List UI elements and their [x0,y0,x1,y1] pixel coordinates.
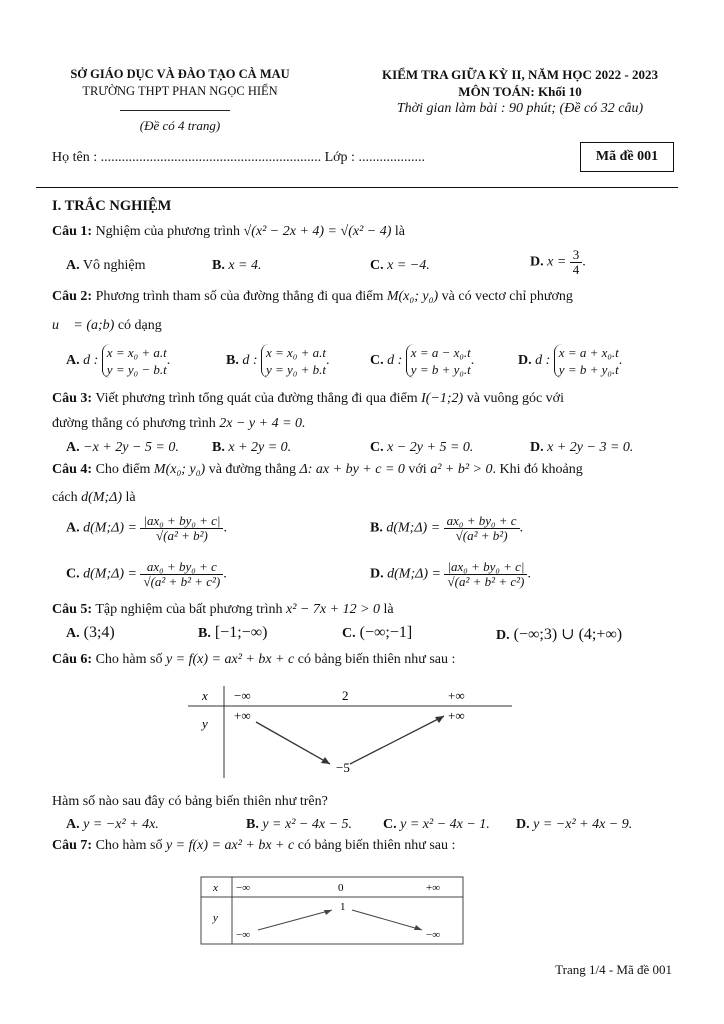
q5-option-a[interactable] [66,624,115,642]
equation-system [406,344,471,378]
fraction-denominator: 4 [572,262,580,277]
school-name: TRƯỜNG THPT PHAN NGỌC HIỂN [82,84,278,98]
fraction-numerator: ax₀ + by₀ + c [140,560,223,575]
option-letter: A. [66,440,80,455]
q5-option-c[interactable] [342,624,412,642]
q4-option-a[interactable]: A. d(M;Δ) = $\frac{\text{|ax₀ + by₀ + c|}}{\text{√(a² + b²)}}$ . [66,513,227,543]
fraction-numerator: ax₀ + by₀ + c [444,514,520,529]
question-number: Câu 2: [52,289,93,304]
option-letter: A. [66,817,80,832]
x-right-value: +∞ [448,688,465,703]
option-letter: A. [66,258,80,273]
option-letter: C. [370,258,384,273]
system-row: x = x₀ + a.t [106,345,167,360]
system-row: x = a − x₀.t [410,345,471,360]
q3-option-c[interactable] [370,440,473,456]
fraction-denominator: √(a² + b² + c²) [143,574,221,589]
option-text: y = x² − 4x − 1. [400,817,490,832]
question-tail: có bảng biến thiên như sau : [297,838,456,853]
option-text: y = x² − 4x − 5. [262,817,353,832]
q6-option-d[interactable] [516,817,632,833]
q6-option-c[interactable] [383,817,490,833]
q1-option-a[interactable] [66,258,145,274]
equation: 2x − y + 4 = 0. [219,416,306,431]
option-letter: B. [370,520,383,536]
option-letter: B. [212,440,225,455]
question-text: Viết phương trình tổng quát của đường thẳng đi qua điểm [95,391,418,406]
page-footer: Trang 1/4 - Mã đề 001 [555,962,672,977]
question-2-line2 [52,318,162,334]
point: M(x₀; y₀) [153,462,206,477]
x-label: x [202,688,208,703]
question-text: . Khi đó khoảng [492,462,583,477]
question-text: Phương trình tham số của đường thẳng đi qua điểm [95,289,384,304]
option-letter: C. [370,440,384,455]
q6-option-a[interactable] [66,817,159,833]
fraction [140,514,223,543]
question-text: có dạng [117,318,162,333]
question-3 [52,391,564,407]
question-4 [52,462,583,478]
y-max-value: 1 [340,901,346,913]
q5-option-b[interactable] [198,624,267,642]
y-label: y [202,716,208,731]
fraction [140,560,223,589]
question-6 [52,652,455,668]
arrow-head [324,910,332,915]
point: I(−1;2) [421,391,464,406]
option-text: x − 2y + 5 = 0. [387,440,474,455]
question-tail: là [383,602,394,617]
option-letter: B. [246,817,259,832]
x-mid-value: 0 [338,882,344,894]
fraction-numerator: |ax₀ + by₀ + c| [444,560,527,575]
option-text: y = −x² + 4x. [83,817,159,832]
q1-option-b[interactable] [212,258,262,274]
question-text: Nghiệm của phương trình [95,224,241,239]
system-row: y = b + y₀.t [410,362,471,377]
option-letter: D. [530,254,544,270]
q2-option-b[interactable]: B. d : x = x₀ + a.t y = y₀ + b.t . [226,345,330,377]
question-1 [52,224,405,240]
distance-symbol: d(M;Δ) [81,490,123,505]
option-letter: D. [370,566,384,582]
option-lhs: d(M;Δ) = [386,520,441,536]
point: M(x₀; y₀) [386,289,439,304]
question-number: Câu 4: [52,462,93,477]
y-left-value: −∞ [236,929,251,941]
question-number: Câu 3: [52,391,93,406]
equation-system [261,344,326,378]
x-label: x [213,882,218,894]
question-text: và vuông góc với [466,391,564,406]
option-letter: D. [518,353,532,369]
q3-option-b[interactable] [212,440,291,456]
arrow-head [321,757,330,764]
option-letter: A. [66,626,80,641]
decreasing-arrow [256,722,330,764]
q2-option-d[interactable]: D. d : x = a + x₀.t y = b + y₀.t . [518,345,623,377]
question-text: và có vectơ chỉ phương [441,289,573,304]
option-text: x = −4. [387,258,430,273]
q5-option-d[interactable] [496,624,622,644]
q1-option-c[interactable] [370,258,430,274]
question-number: Câu 5: [52,602,93,617]
fraction-numerator: |ax₀ + by₀ + c| [140,514,223,529]
exam-title: KIỂM TRA GIỮA KỲ II, NĂM HỌC 2022 - 2023 [382,67,658,82]
option-letter: B. [226,353,239,369]
department-name: SỞ GIÁO DỤC VÀ ĐÀO TẠO CÀ MAU [70,67,290,81]
question-text: đường thẳng có phương trình [52,416,216,431]
question-number: Câu 1: [52,224,93,239]
q6-option-b[interactable] [246,817,352,833]
student-info-line: Họ tên : ............................................................... Lớp : ................... [52,150,425,165]
option-text: x = [547,254,567,270]
header-right [330,66,710,117]
y-right-value: −∞ [426,929,441,941]
question-2 [52,289,573,305]
question-tail: có bảng biến thiên như sau : [297,652,456,667]
option-letter: D. [516,817,530,832]
equation-system [102,344,167,378]
question-text: với [408,462,427,477]
x-right-value: +∞ [426,882,441,894]
option-letter: A. [66,353,80,369]
question-number: Câu 6: [52,652,93,667]
increasing-arrow [258,910,332,930]
option-lhs: d(M;Δ) = [387,566,441,582]
option-text: y = −x² + 4x − 9. [533,817,633,832]
option-text: (3;4) [83,624,115,641]
vector: u⃗ = (a;b) [52,318,115,333]
inequality: x² − 7x + 12 > 0 [286,602,381,617]
exam-subject: MÔN TOÁN: Khối 10 [458,84,582,99]
y-left-value: +∞ [234,708,251,723]
question-text: cách [52,490,78,505]
header-divider [120,110,230,111]
question-4-line2 [52,490,136,506]
option-letter: C. [383,817,397,832]
function: y = f(x) = ax² + bx + c [165,652,295,667]
option-letter: C. [342,626,356,641]
question-text: Cho hàm số [95,652,163,667]
system-row: x = a + x₀.t [558,345,619,360]
line-equation: Δ: ax + by + c = 0 [299,462,405,477]
q2-option-a[interactable]: A. d : x = x₀ + a.t y = y₀ − b.t . [66,345,171,377]
option-text: x + 2y = 0. [228,440,292,455]
option-text: x = 4. [228,258,262,273]
x-mid-value: 2 [342,688,349,703]
option-text: (−∞;−1] [359,624,413,641]
option-letter: A. [66,520,80,536]
x-left-value: −∞ [236,882,251,894]
option-letter: B. [198,626,211,641]
fraction [444,560,527,589]
section-title: I. TRẮC NGHIỆM [52,198,172,214]
option-text: (−∞;3) ∪ (4;+∞) [513,626,623,643]
option-lhs: d(M;Δ) = [83,520,137,536]
question-text: Tập nghiệm của bất phương trình [95,602,283,617]
fraction-numerator: 3 [570,248,583,263]
option-lhs: d(M;Δ) = [83,566,137,582]
option-letter: C. [370,353,384,369]
y-min-value: −5 [336,760,350,775]
q3-option-a[interactable] [66,440,179,456]
option-text: x + 2y − 3 = 0. [547,440,634,455]
question-3-line2 [52,416,306,432]
increasing-arrow [350,716,444,764]
arrow-head [414,925,422,930]
fraction [570,248,583,277]
exam-code-box: Mã đề 001 [580,142,674,172]
variation-table-7 [200,876,465,946]
option-text: Vô nghiệm [82,258,146,273]
header-rule [36,187,678,188]
question-6-ask: Hàm số nào sau đây có bảng biến thiên như trên? [52,794,328,809]
option-letter: D. [530,440,544,455]
q4-option-b[interactable]: B. d(M;Δ) = $\frac{\text{ax₀ + by₀ + c}}{\text{√(a² + b²)}}$ . [370,513,524,543]
q2-option-c[interactable]: C. d : x = a − x₀.t y = b + y₀.t . [370,345,475,377]
y-right-value: +∞ [448,708,465,723]
system-row: y = y₀ − b.t [106,362,167,377]
equation: √(x² − 2x + 4) = √(x² − 4) [243,224,392,239]
q4-option-d[interactable]: D. d(M;Δ) = $\frac{\text{|ax₀ + by₀ + c|}}{\text{√(a² + b² + c²)}}$ . [370,559,531,589]
fraction-denominator: √(a² + b²) [156,528,208,543]
y-label: y [213,912,218,924]
question-7 [52,838,455,854]
question-tail: là [394,224,405,239]
q4-option-c[interactable]: C. d(M;Δ) = $\frac{\text{ax₀ + by₀ + c}}{\text{√(a² + b² + c²)}}$ . [66,559,227,589]
condition: a² + b² > 0 [430,462,493,477]
system-row: x = x₀ + a.t [266,345,326,360]
option-text: [−1;−∞) [214,624,268,641]
q1-option-d[interactable]: D. x = $\frac{3}{4}$ . [530,247,586,277]
header-left [40,66,320,134]
system-row: y = y₀ + b.t [266,362,326,377]
function: y = f(x) = ax² + bx + c [165,838,295,853]
question-tail: là [125,490,136,505]
fraction-denominator: √(a² + b² + c²) [447,574,525,589]
question-text: và đường thẳng [208,462,297,477]
exam-time-note: Thời gian làm bài : 90 phút; (Đề có 32 câu) [396,101,644,116]
fraction-denominator: √(a² + b²) [455,528,508,543]
question-text: Cho điểm [95,462,151,477]
decreasing-arrow [352,910,422,930]
equation-system [554,344,619,378]
q3-option-d[interactable] [530,440,633,456]
question-number: Câu 7: [52,838,93,853]
variation-table-6 [180,680,520,780]
question-text: Cho hàm số [95,838,163,853]
question-5 [52,602,394,618]
pages-note: (Đề có 4 trang) [139,118,221,133]
option-letter: B. [212,258,225,273]
option-letter: D. [496,628,510,643]
fraction [444,514,520,543]
x-left-value: −∞ [234,688,251,703]
option-text: −x + 2y − 5 = 0. [83,440,179,455]
option-letter: C. [66,566,80,582]
system-row: y = b + y₀.t [558,362,619,377]
